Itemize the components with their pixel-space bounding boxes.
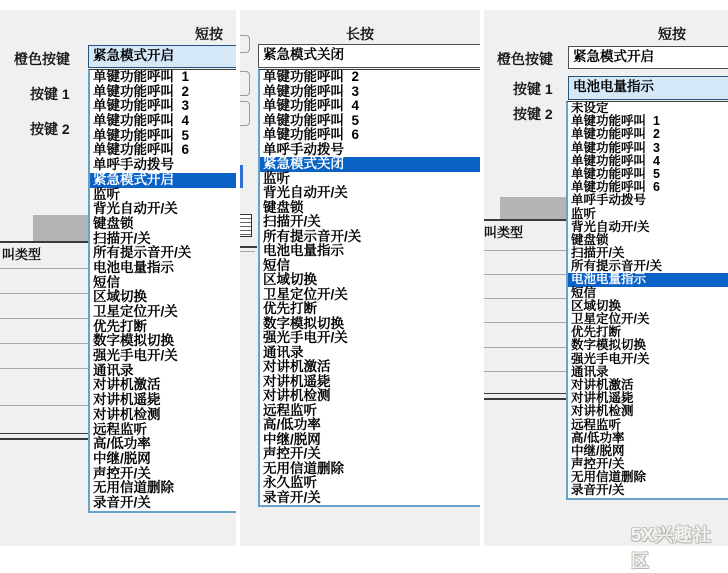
dropdown-option[interactable]: 背光自动开/关 — [93, 201, 178, 217]
dropdown-option[interactable]: 单键功能呼叫 2 — [93, 83, 190, 99]
orange-key-label: 橙色按键 — [14, 51, 70, 67]
column-header-short-press: 短按 — [195, 26, 223, 42]
dropdown-option[interactable]: 高/低功率 — [263, 417, 321, 432]
dropdown-option[interactable]: 中继/脱网 — [263, 431, 321, 447]
dropdown-option[interactable]: 所有提示音开/关 — [93, 245, 192, 261]
table-row-line — [484, 347, 566, 348]
dropdown-option[interactable]: 监听 — [93, 186, 120, 202]
dropdown-option[interactable]: 单键功能呼叫 4 — [93, 113, 190, 129]
button-edge-fragment — [240, 101, 250, 126]
dropdown-option[interactable]: 单键功能呼叫 5 — [93, 127, 190, 143]
table-row-line — [0, 293, 88, 294]
dropdown-option[interactable]: 单键功能呼叫 3 — [263, 83, 360, 99]
dropdown-option[interactable]: 单键功能呼叫 5 — [571, 166, 660, 181]
dropdown-option[interactable]: 单呼手动拨号 — [571, 193, 647, 208]
dropdown-option[interactable]: 录音开/关 — [263, 489, 321, 505]
dropdown-option[interactable]: 卫星定位开/关 — [263, 286, 348, 302]
dropdown-option[interactable]: 无用信道删除 — [263, 460, 344, 476]
table-row-line — [0, 318, 88, 319]
button-edge-fragment — [240, 35, 250, 53]
dropdown-option[interactable]: 未设定 — [571, 101, 609, 115]
dropdown-option[interactable]: 优先打断 — [571, 325, 622, 340]
dropdown-option[interactable]: 键盘锁 — [263, 199, 304, 215]
dropdown-option[interactable]: 所有提示音开/关 — [263, 228, 362, 244]
table-row-line — [484, 250, 566, 251]
dropdown-option[interactable]: 声控开/关 — [263, 446, 321, 461]
dropdown-option[interactable]: 短信 — [571, 285, 597, 300]
panel-short-press-2 — [484, 10, 728, 546]
dropdown-option[interactable]: 强光手电开/关 — [263, 330, 348, 345]
dropdown-option[interactable]: 录音开/关 — [93, 494, 151, 510]
table-row-line — [0, 268, 88, 269]
dropdown-option[interactable]: 单键功能呼叫 6 — [93, 142, 190, 158]
table-row-line — [240, 251, 255, 252]
dropdown-option[interactable]: 单呼手动拨号 — [263, 141, 344, 157]
dropdown-option[interactable]: 数字模拟切换 — [263, 315, 344, 331]
dropdown-option[interactable]: 紧急模式关闭 — [260, 157, 480, 172]
key1-label: 按键 1 — [30, 86, 70, 102]
dropdown-option[interactable]: 无用信道删除 — [93, 480, 174, 496]
dropdown-option[interactable]: 单键功能呼叫 6 — [571, 180, 660, 195]
table-row-line — [0, 368, 88, 369]
watermark: 5X兴趣社区 — [631, 525, 713, 571]
key1-label: 按键 1 — [513, 81, 553, 97]
dropdown-option[interactable]: 单键功能呼叫 5 — [263, 112, 360, 128]
table-row-line — [484, 298, 566, 299]
page-icon — [240, 214, 252, 237]
dropdown-option[interactable]: 优先打断 — [93, 318, 147, 334]
dropdown-option[interactable]: 键盘锁 — [571, 232, 609, 247]
dropdown-option[interactable]: 对讲机遥毙 — [93, 392, 161, 408]
function-dropdown-list[interactable] — [258, 69, 480, 507]
dropdown-option[interactable]: 对讲机检测 — [571, 404, 634, 419]
dropdown-option[interactable]: 单键功能呼叫 3 — [571, 140, 660, 155]
table-divider — [240, 246, 257, 248]
dropdown-option[interactable]: 对讲机检测 — [263, 388, 331, 403]
dropdown-option[interactable]: 区域切换 — [571, 298, 622, 313]
dropdown-option[interactable]: 短信 — [263, 257, 290, 273]
dropdown-option[interactable]: 数字模拟切换 — [571, 338, 647, 353]
dropdown-option[interactable]: 单呼手动拨号 — [93, 157, 174, 173]
column-header-short-press: 短按 — [658, 26, 686, 42]
dropdown-option[interactable]: 电池电量指示 — [263, 243, 344, 258]
button-edge-fragment — [240, 71, 250, 96]
key2-label: 按键 2 — [30, 121, 70, 137]
table-divider — [484, 219, 566, 221]
dropdown-option[interactable]: 单键功能呼叫 3 — [93, 98, 190, 114]
table-row-line — [484, 274, 566, 275]
dropdown-option[interactable]: 对讲机激活 — [93, 377, 161, 393]
dropdown-option[interactable]: 背光自动开/关 — [263, 185, 348, 200]
table-row-line — [484, 322, 566, 323]
dropdown-option[interactable]: 单键功能呼叫 4 — [263, 98, 360, 113]
dropdown-option[interactable]: 远程监听 — [93, 421, 147, 437]
dropdown-option[interactable]: 背光自动开/关 — [571, 219, 650, 234]
dropdown-option[interactable]: 扫描开/关 — [571, 246, 625, 261]
dropdown-option[interactable]: 远程监听 — [571, 417, 622, 432]
dropdown-option[interactable]: 通讯录 — [263, 344, 304, 360]
table-divider — [0, 241, 88, 243]
panel-short-press-1 — [0, 10, 236, 546]
key2-label: 按键 2 — [513, 106, 553, 122]
dropdown-option[interactable]: 中继/脱网 — [571, 443, 625, 458]
long-press-combo[interactable]: 紧急模式关闭 — [258, 44, 480, 68]
key1-combo[interactable]: 电池电量指示 — [568, 76, 728, 100]
dropdown-option[interactable]: 通讯录 — [93, 362, 134, 378]
dropdown-option[interactable]: 键盘锁 — [93, 215, 134, 231]
panel-long-press — [240, 10, 480, 546]
dropdown-option[interactable]: 高/低功率 — [93, 436, 151, 452]
dropdown-option[interactable]: 监听 — [571, 206, 597, 221]
dropdown-option[interactable]: 单键功能呼叫 6 — [263, 127, 360, 142]
dropdown-option[interactable]: 卫星定位开/关 — [571, 312, 650, 326]
dropdown-option[interactable]: 对讲机检测 — [93, 406, 161, 422]
dropdown-option[interactable]: 数字模拟切换 — [93, 333, 174, 349]
dropdown-option[interactable]: 声控开/关 — [571, 457, 625, 472]
dropdown-option[interactable]: 无用信道删除 — [571, 470, 647, 485]
dropdown-option[interactable]: 高/低功率 — [571, 430, 625, 445]
background-button-fragment — [500, 197, 566, 221]
dropdown-option[interactable]: 中继/脱网 — [93, 450, 151, 466]
dropdown-option[interactable]: 扫描开/关 — [263, 214, 321, 229]
call-type-row-label: 叫类型 — [2, 247, 42, 262]
dropdown-option[interactable]: 单键功能呼叫 2 — [571, 127, 660, 142]
table-section-divider — [0, 433, 88, 440]
orange-key-combo[interactable]: 紧急模式开启 — [88, 45, 236, 68]
dropdown-option[interactable]: 对讲机激活 — [571, 377, 634, 392]
dropdown-option[interactable]: 短信 — [93, 274, 120, 290]
dropdown-option[interactable]: 对讲机激活 — [263, 359, 331, 374]
orange-key-combo[interactable]: 紧急模式开启 — [568, 46, 728, 69]
dropdown-option[interactable]: 对讲机遥毙 — [571, 391, 634, 406]
dropdown-option[interactable]: 区域切换 — [263, 272, 317, 287]
dropdown-option[interactable]: 优先打断 — [263, 301, 317, 316]
function-dropdown-list[interactable] — [88, 69, 236, 513]
dropdown-option[interactable]: 卫星定位开/关 — [93, 304, 178, 319]
dropdown-option[interactable]: 单键功能呼叫 2 — [263, 69, 360, 84]
dropdown-option[interactable]: 强光手电开/关 — [571, 351, 650, 366]
selection-fragment — [240, 165, 243, 188]
dropdown-option[interactable]: 所有提示音开/关 — [571, 259, 662, 274]
call-type-row-label: 叫类型 — [484, 225, 524, 240]
table-section-divider — [484, 393, 566, 400]
dropdown-option[interactable]: 监听 — [263, 170, 290, 186]
dropdown-option[interactable]: 单键功能呼叫 1 — [571, 114, 660, 129]
table-row-line — [0, 405, 88, 406]
dropdown-option[interactable]: 电池电量指示 — [93, 259, 174, 275]
dropdown-option[interactable]: 紧急模式开启 — [90, 173, 236, 188]
dropdown-option[interactable]: 单键功能呼叫 4 — [571, 153, 660, 168]
orange-key-label: 橙色按键 — [497, 51, 553, 67]
dropdown-option[interactable]: 扫描开/关 — [93, 230, 151, 246]
dropdown-option[interactable]: 录音开/关 — [571, 483, 625, 498]
table-row-line — [0, 343, 88, 344]
dropdown-option[interactable]: 对讲机遥毙 — [263, 373, 331, 389]
dropdown-option[interactable]: 单键功能呼叫 1 — [93, 69, 190, 84]
dropdown-option[interactable]: 声控开/关 — [93, 465, 151, 481]
dropdown-option[interactable]: 远程监听 — [263, 402, 317, 418]
dropdown-option[interactable]: 强光手电开/关 — [93, 348, 178, 364]
column-header-long-press: 长按 — [346, 26, 374, 42]
dropdown-option[interactable]: 区域切换 — [93, 289, 147, 305]
table-row-line — [484, 371, 566, 372]
function-dropdown-list[interactable] — [566, 101, 728, 500]
dropdown-option[interactable]: 电池电量指示 — [568, 273, 728, 286]
dropdown-option[interactable]: 通讯录 — [571, 364, 609, 379]
dropdown-option[interactable]: 永久监听 — [263, 475, 317, 490]
